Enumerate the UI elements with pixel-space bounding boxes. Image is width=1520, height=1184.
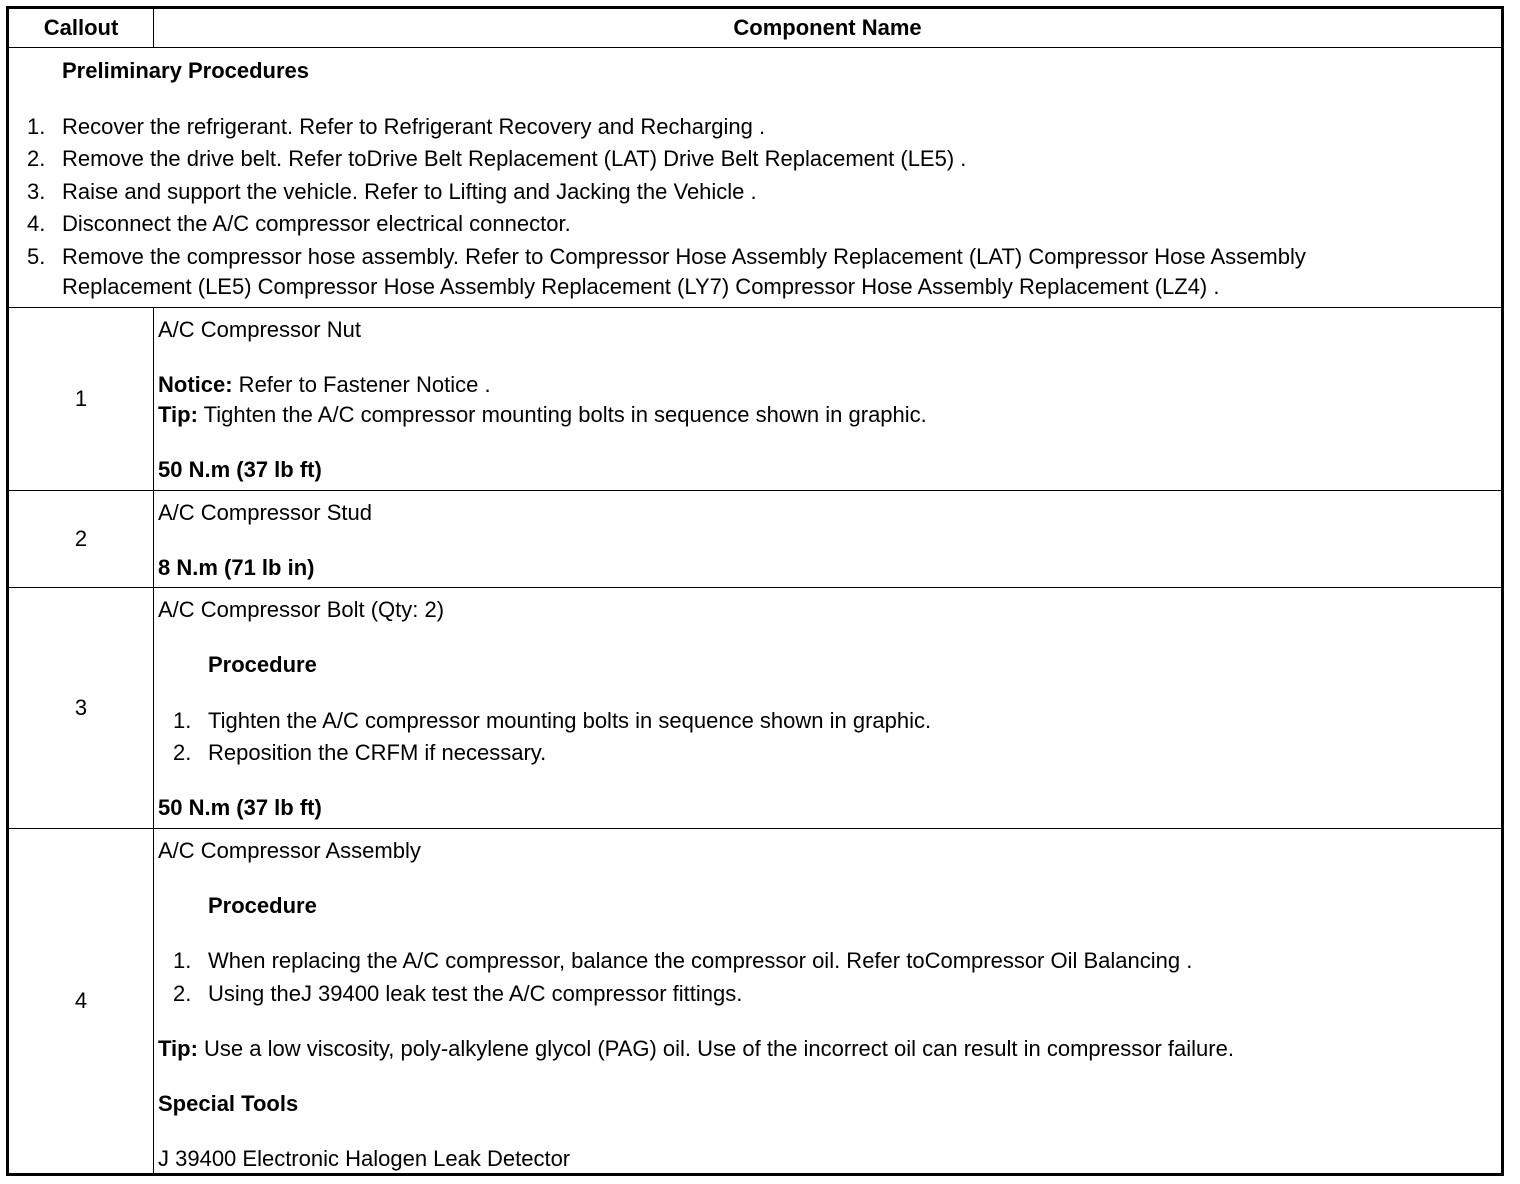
callout-number: 3 bbox=[9, 588, 154, 828]
table-header-row bbox=[9, 9, 1501, 48]
preliminary-step-text: Raise and support the vehicle. Refer to Lifting and Jacking the Vehicle . bbox=[62, 179, 757, 204]
preliminary-step-number: 5. bbox=[27, 244, 46, 269]
component-cell bbox=[154, 829, 1501, 1173]
component-cell bbox=[154, 491, 1501, 587]
preliminary-step-text: Disconnect the A/C compressor electrical connector. bbox=[62, 211, 571, 236]
component-name: A/C Compressor Assembly bbox=[158, 838, 421, 863]
component-cell bbox=[154, 588, 1501, 828]
preliminary-step-text: Remove the drive belt. Refer toDrive Belt Replacement (LAT) Drive Belt Replacement (LE5) . bbox=[62, 146, 967, 171]
torque-spec: 50 N.m (37 lb ft) bbox=[158, 457, 322, 482]
preliminary-procedures-row bbox=[9, 48, 1501, 308]
callout-number: 4 bbox=[9, 829, 154, 1173]
component-name: A/C Compressor Bolt (Qty: 2) bbox=[158, 597, 445, 622]
procedure-step-text: Using theJ 39400 leak test the A/C compressor fittings. bbox=[208, 981, 743, 1006]
notice-label: Notice: bbox=[158, 372, 233, 397]
notice-text: Refer to Fastener Notice . bbox=[232, 372, 491, 397]
component-name-column-header: Component Name bbox=[733, 15, 922, 40]
tip-text: Use a low viscosity, poly-alkylene glycol (PAG) oil. Use of the incorrect oil can result in compressor failure. bbox=[197, 1036, 1234, 1061]
callout-column-header: Callout bbox=[9, 9, 154, 47]
special-tools-title: Special Tools bbox=[158, 1091, 299, 1116]
tip-label: Tip: bbox=[158, 1036, 198, 1061]
procedure-title: Procedure bbox=[208, 652, 317, 677]
preliminary-step-number: 1. bbox=[27, 114, 46, 139]
table-row-callout-1 bbox=[9, 308, 1501, 491]
preliminary-step-number: 2. bbox=[27, 146, 46, 171]
component-cell bbox=[154, 308, 1501, 490]
procedure-step-text: Tighten the A/C compressor mounting bolts in sequence shown in graphic. bbox=[208, 708, 932, 733]
notice-line bbox=[158, 372, 491, 398]
tip-line bbox=[158, 1036, 1234, 1062]
procedure-step-number: 2. bbox=[173, 740, 192, 765]
component-table bbox=[6, 6, 1504, 1176]
special-tool-item: J 39400 Electronic Halogen Leak Detector bbox=[158, 1146, 571, 1171]
procedure-step-number: 1. bbox=[173, 948, 192, 973]
torque-spec: 50 N.m (37 lb ft) bbox=[158, 795, 322, 820]
table-row-callout-3 bbox=[9, 588, 1501, 829]
callout-number: 1 bbox=[9, 308, 154, 490]
procedure-step-text: When replacing the A/C compressor, balance the compressor oil. Refer toCompressor Oil Balancing . bbox=[208, 948, 1193, 973]
tip-text: Tighten the A/C compressor mounting bolts in sequence shown in graphic. bbox=[197, 402, 927, 427]
component-name: A/C Compressor Stud bbox=[158, 500, 372, 525]
tip-label: Tip: bbox=[158, 402, 198, 427]
component-name: A/C Compressor Nut bbox=[158, 317, 361, 342]
procedure-step-number: 1. bbox=[173, 708, 192, 733]
torque-spec: 8 N.m (71 lb in) bbox=[158, 555, 315, 580]
procedure-step-text: Reposition the CRFM if necessary. bbox=[208, 740, 547, 765]
preliminary-step-number: 3. bbox=[27, 179, 46, 204]
preliminary-step-text-line2: Replacement (LE5) Compressor Hose Assembly Replacement (LY7) Compressor Hose Assembly Replacement (LZ4) . bbox=[62, 274, 1220, 299]
table-row-callout-2 bbox=[9, 491, 1501, 588]
table-row-callout-4 bbox=[9, 829, 1501, 1173]
preliminary-step-text-line1: Remove the compressor hose assembly. Refer to Compressor Hose Assembly Replacement (LAT) Compressor Hose Assembly bbox=[62, 244, 1306, 269]
preliminary-step-number: 4. bbox=[27, 211, 46, 236]
procedure-step-number: 2. bbox=[173, 981, 192, 1006]
callout-number: 2 bbox=[9, 491, 154, 587]
preliminary-procedures-title: Preliminary Procedures bbox=[62, 58, 310, 83]
preliminary-step-text: Recover the refrigerant. Refer to Refrigerant Recovery and Recharging . bbox=[62, 114, 766, 139]
procedure-title: Procedure bbox=[208, 893, 317, 918]
tip-line bbox=[158, 402, 927, 428]
